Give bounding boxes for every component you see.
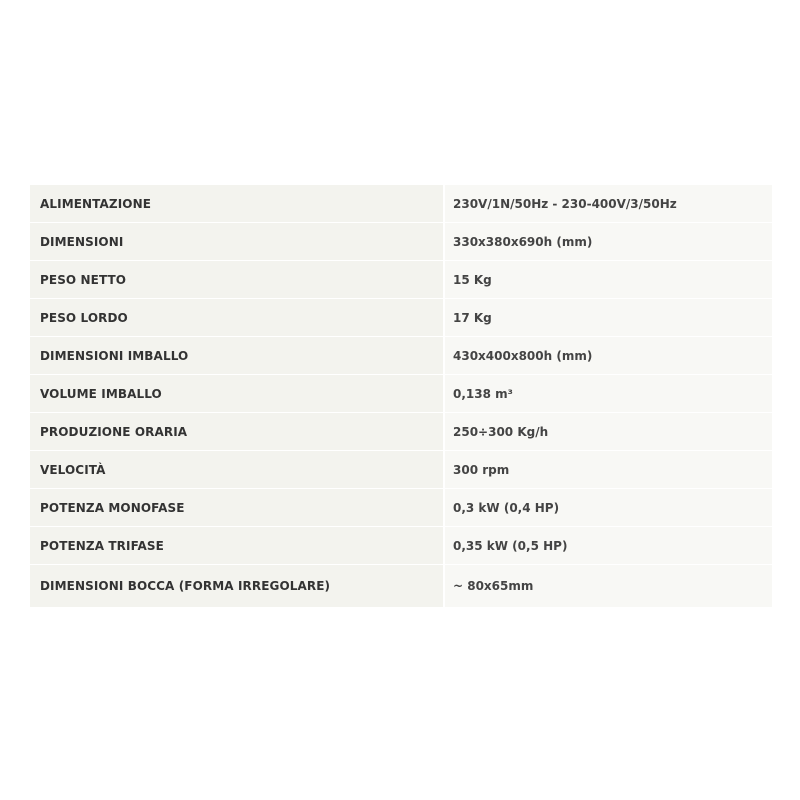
spec-value: ~ 80x65mm xyxy=(445,565,772,607)
spec-row-peso-netto xyxy=(30,261,772,299)
spec-row-dimensioni-bocca xyxy=(30,565,772,607)
spec-label: VOLUME IMBALLO xyxy=(30,375,445,412)
spec-row-velocita xyxy=(30,451,772,489)
spec-value: 17 Kg xyxy=(445,299,772,336)
spec-value: 230V/1N/50Hz - 230-400V/3/50Hz xyxy=(445,185,772,222)
spec-row-alimentazione xyxy=(30,185,772,223)
spec-table xyxy=(30,185,772,607)
spec-value: 0,138 m³ xyxy=(445,375,772,412)
spec-label: VELOCITÀ xyxy=(30,451,445,488)
spec-value: 0,35 kW (0,5 HP) xyxy=(445,527,772,564)
spec-label: DIMENSIONI BOCCA (FORMA IRREGOLARE) xyxy=(30,565,445,607)
spec-row-volume-imballo xyxy=(30,375,772,413)
spec-row-peso-lordo xyxy=(30,299,772,337)
spec-value: 330x380x690h (mm) xyxy=(445,223,772,260)
spec-value: 0,3 kW (0,4 HP) xyxy=(445,489,772,526)
spec-row-produzione-oraria xyxy=(30,413,772,451)
spec-label: POTENZA MONOFASE xyxy=(30,489,445,526)
spec-value: 15 Kg xyxy=(445,261,772,298)
spec-label: PRODUZIONE ORARIA xyxy=(30,413,445,450)
spec-label: DIMENSIONI xyxy=(30,223,445,260)
spec-label: PESO NETTO xyxy=(30,261,445,298)
spec-value: 430x400x800h (mm) xyxy=(445,337,772,374)
spec-row-dimensioni xyxy=(30,223,772,261)
spec-label: PESO LORDO xyxy=(30,299,445,336)
spec-value: 250÷300 Kg/h xyxy=(445,413,772,450)
spec-label: ALIMENTAZIONE xyxy=(30,185,445,222)
spec-value: 300 rpm xyxy=(445,451,772,488)
spec-row-potenza-monofase xyxy=(30,489,772,527)
spec-label: POTENZA TRIFASE xyxy=(30,527,445,564)
spec-row-dimensioni-imballo xyxy=(30,337,772,375)
spec-row-potenza-trifase xyxy=(30,527,772,565)
spec-label: DIMENSIONI IMBALLO xyxy=(30,337,445,374)
